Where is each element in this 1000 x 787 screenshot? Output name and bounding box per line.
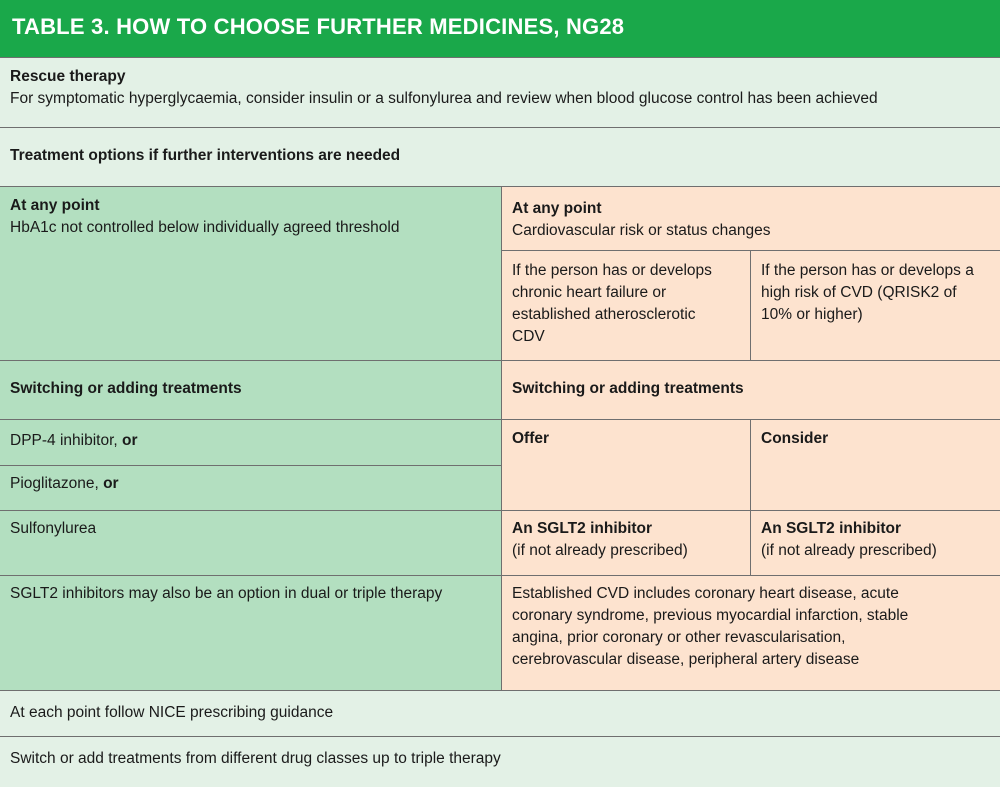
- offer-drug: An SGLT2 inhibitor: [512, 520, 653, 537]
- sulfonylurea-row: [0, 511, 501, 575]
- triple-therapy-row: Switch or add treatments from different drug classes up to triple therapy: [0, 737, 1000, 787]
- rescue-text: For symptomatic hyperglycaemia, consider insulin or a sulfonylurea and review when blood glucose control has been achieved: [10, 90, 878, 107]
- pioglitazone-row: [0, 466, 501, 510]
- left-point-heading: At any point: [10, 197, 100, 214]
- divider: [0, 127, 1000, 128]
- condition-line: high risk of CVD (QRISK2 of: [761, 284, 957, 301]
- rescue-therapy-row: [0, 58, 1000, 127]
- consider-note: (if not already prescribed): [761, 542, 937, 559]
- cvd-note-line: cerebrovascular disease, peripheral artery disease: [512, 651, 860, 668]
- condition-line: If the person has or develops: [512, 262, 712, 279]
- pioglitazone-label: Pioglitazone,: [10, 475, 99, 492]
- cvd-note-line: Established CVD includes coronary heart disease, acute: [512, 585, 899, 602]
- divider: [0, 575, 1000, 576]
- divider: [0, 736, 1000, 737]
- right-switching-heading: Switching or adding treatments: [502, 361, 1000, 419]
- condition-line: CDV: [512, 328, 545, 345]
- divider: [0, 57, 1000, 58]
- cvd-note-line: coronary syndrome, previous myocardial infarction, stable: [512, 607, 909, 624]
- sglt2-option-note: SGLT2 inhibitors may also be an option in dual or triple therapy: [0, 576, 501, 690]
- dpp4-row: [0, 420, 501, 465]
- heart-failure-condition-cell: [502, 251, 750, 360]
- treatment-options-heading: Treatment options if further interventions are needed: [0, 128, 1000, 186]
- divider: [502, 250, 1000, 251]
- or-label: or: [103, 475, 119, 492]
- divider: [0, 360, 1000, 361]
- divider: [0, 465, 501, 466]
- divider: [750, 419, 751, 575]
- offer-note: (if not already prescribed): [512, 542, 688, 559]
- consider-drug: An SGLT2 inhibitor: [761, 520, 902, 537]
- divider: [0, 186, 1000, 187]
- offer-heading: Offer: [502, 420, 750, 510]
- right-at-any-point-cell: [502, 187, 1000, 250]
- high-risk-condition-cell: [751, 251, 1000, 360]
- table-title: TABLE 3. HOW TO CHOOSE FURTHER MEDICINES, NG28: [0, 0, 1000, 57]
- right-point-text: Cardiovascular risk or status changes: [512, 222, 771, 239]
- dpp4-label: DPP-4 inhibitor,: [10, 432, 118, 449]
- divider: [0, 510, 1000, 511]
- offer-sglt2-cell: [502, 511, 750, 575]
- condition-line: If the person has or develops a: [761, 262, 974, 279]
- or-label: or: [122, 432, 138, 449]
- left-point-text: HbA1c not controlled below individually agreed threshold: [10, 219, 400, 236]
- left-switching-heading: Switching or adding treatments: [0, 361, 501, 419]
- consider-heading: Consider: [751, 420, 1000, 510]
- right-point-heading: At any point: [512, 200, 602, 217]
- condition-line: chronic heart failure or: [512, 284, 667, 301]
- divider: [750, 250, 751, 360]
- divider: [0, 419, 1000, 420]
- condition-line: established atherosclerotic: [512, 306, 696, 323]
- established-cvd-note: [502, 576, 1000, 690]
- consider-sglt2-cell: [751, 511, 1000, 575]
- divider: [501, 186, 502, 690]
- cvd-note-line: angina, prior coronary or other revascularisation,: [512, 629, 846, 646]
- sulfonylurea-label: Sulfonylurea: [10, 520, 97, 537]
- rescue-heading: Rescue therapy: [10, 68, 126, 85]
- condition-line: 10% or higher): [761, 306, 863, 323]
- divider: [0, 690, 1000, 691]
- nice-guidance-row: At each point follow NICE prescribing guidance: [0, 691, 1000, 736]
- left-at-any-point-cell: [0, 187, 501, 360]
